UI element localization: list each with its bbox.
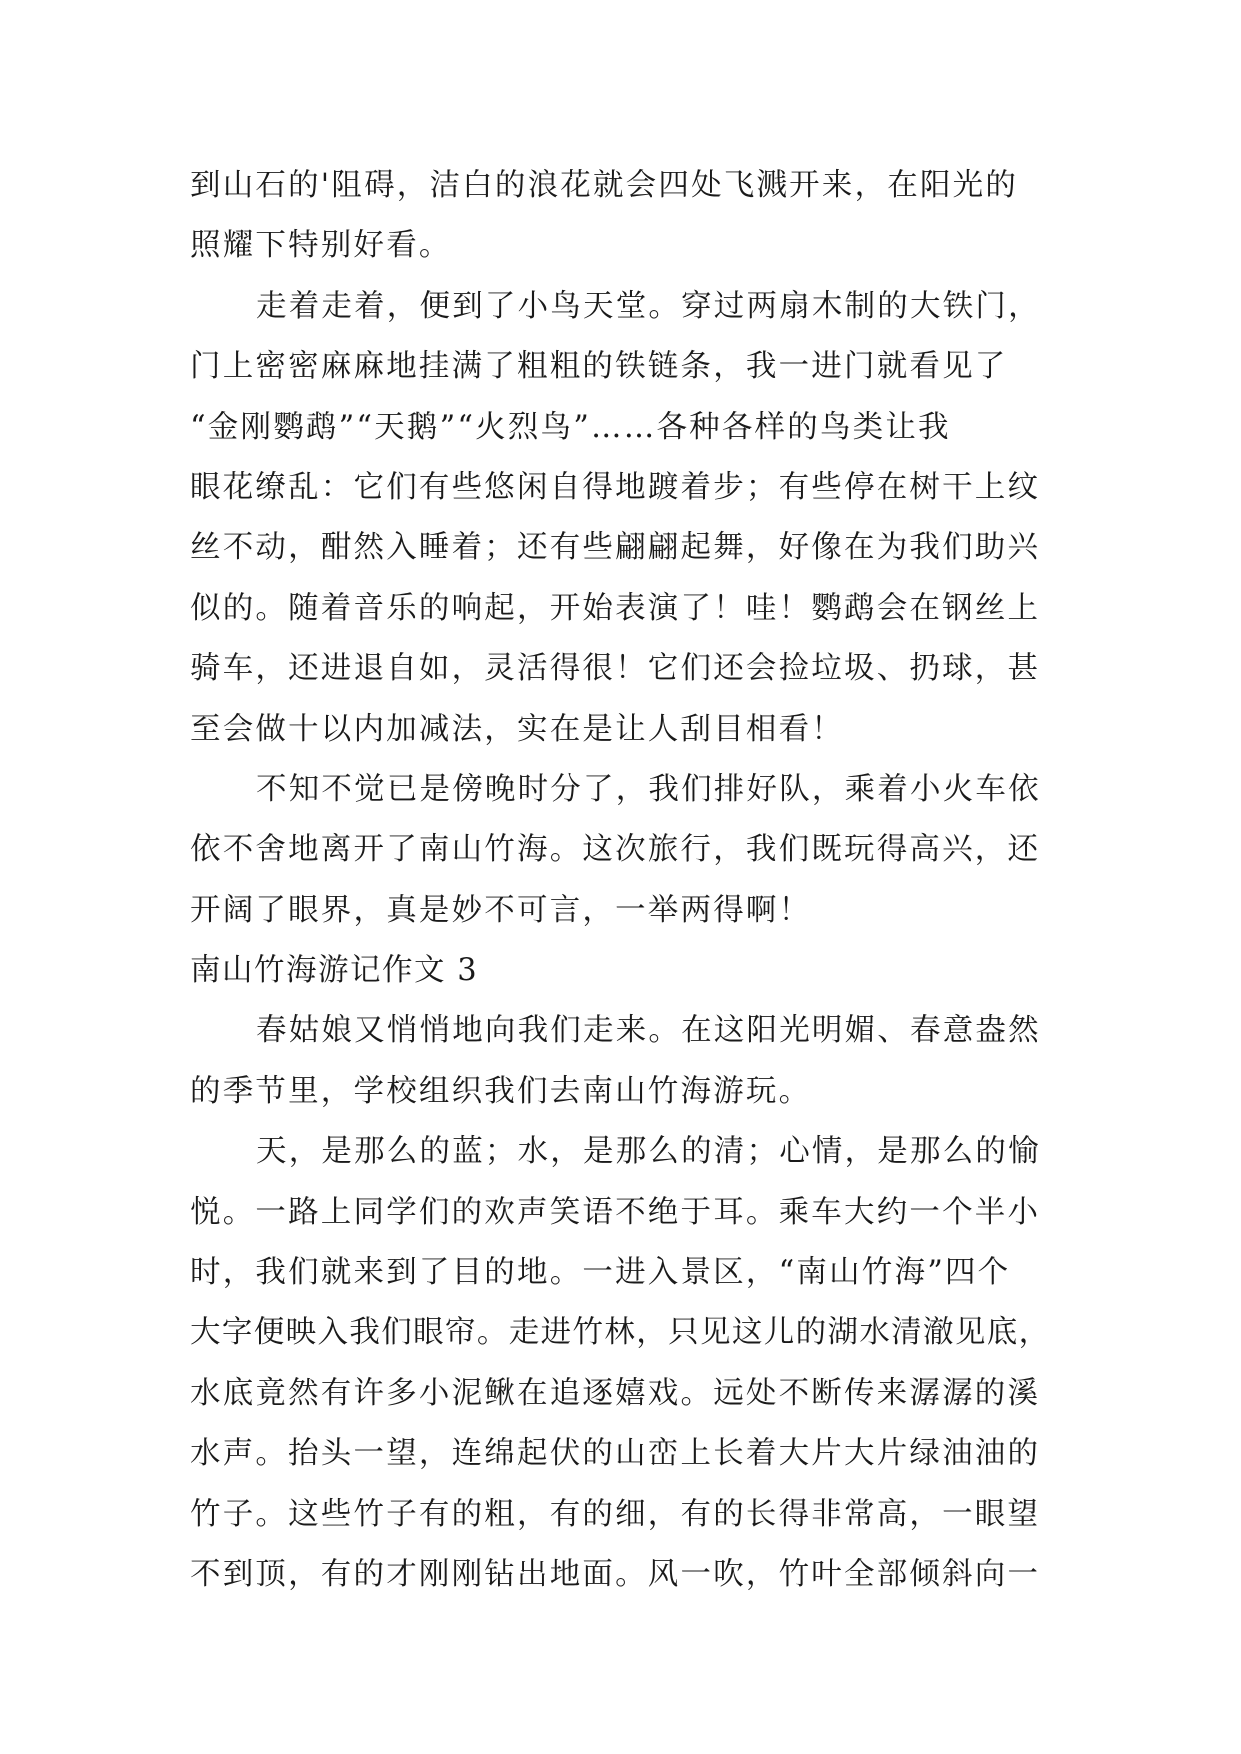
text-line: 门上密密麻麻地挂满了粗粗的铁链条，我一进门就看见了 [190,349,1008,385]
text-line: 眼花缭乱：它们有些悠闲自得地踱着步；有些停在树干上纹 [190,469,1041,505]
text-line: 骑车，还进退自如，灵活得很！它们还会捡垃圾、扔球，甚 [190,651,1041,687]
text-line: 水底竟然有许多小泥鳅在追逐嬉戏。远处不断传来潺潺的溪 [190,1375,1041,1411]
text-line: 不到顶，有的才刚刚钻出地面。风一吹，竹叶全部倾斜向一 [190,1556,1041,1592]
text-line: “金刚鹦鹉”“天鹅”“火烈鸟”……各种各样的鸟类让我 [190,409,951,445]
text-line: 依不舍地离开了南山竹海。这次旅行，我们既玩得高兴，还 [190,832,1041,868]
text-line: 至会做十以内加减法，实在是让人刮目相看！ [190,711,844,747]
text-line: 大字便映入我们眼帘。走进竹林，只见这儿的湖水清澈见底， [190,1315,1051,1351]
text-line: 竹子。这些竹子有的粗，有的细，有的长得非常高，一眼望 [190,1496,1041,1532]
text-line: 不知不觉已是傍晚时分了，我们排好队，乘着小火车依 [256,771,1041,807]
text-line: 时，我们就来到了目的地。一进入景区，“南山竹海”四个 [190,1255,1011,1291]
text-line: 的季节里，学校组织我们去南山竹海游玩。 [190,1073,812,1109]
text-line: 春姑娘又悄悄地向我们走来。在这阳光明媚、春意盎然 [256,1013,1041,1049]
section-heading: 南山竹海游记作文 3 [190,953,479,989]
text-line: 丝不动，酣然入睡着；还有些翩翩起舞，好像在为我们助兴 [190,530,1041,566]
text-line: 天，是那么的蓝；水，是那么的清；心情，是那么的愉 [256,1134,1041,1170]
text-line: 开阔了眼界，真是妙不可言，一举两得啊！ [190,892,812,928]
text-line: 走着走着，便到了小鸟天堂。穿过两扇木制的大铁门， [256,288,1041,324]
text-line: 到山石的'阻碍，洁白的浪花就会四处飞溅开来，在阳光的 [190,168,1019,203]
text-line: 悦。一路上同学们的欢声笑语不绝于耳。乘车大约一个半小 [190,1194,1041,1230]
text-line: 照耀下特别好看。 [190,228,452,264]
text-line: 似的。随着音乐的响起，开始表演了！哇！鹦鹉会在钢丝上 [190,590,1041,626]
text-line: 水声。抬头一望，连绵起伏的山峦上长着大片大片绿油油的 [190,1436,1041,1472]
document-body [190,156,1052,1605]
